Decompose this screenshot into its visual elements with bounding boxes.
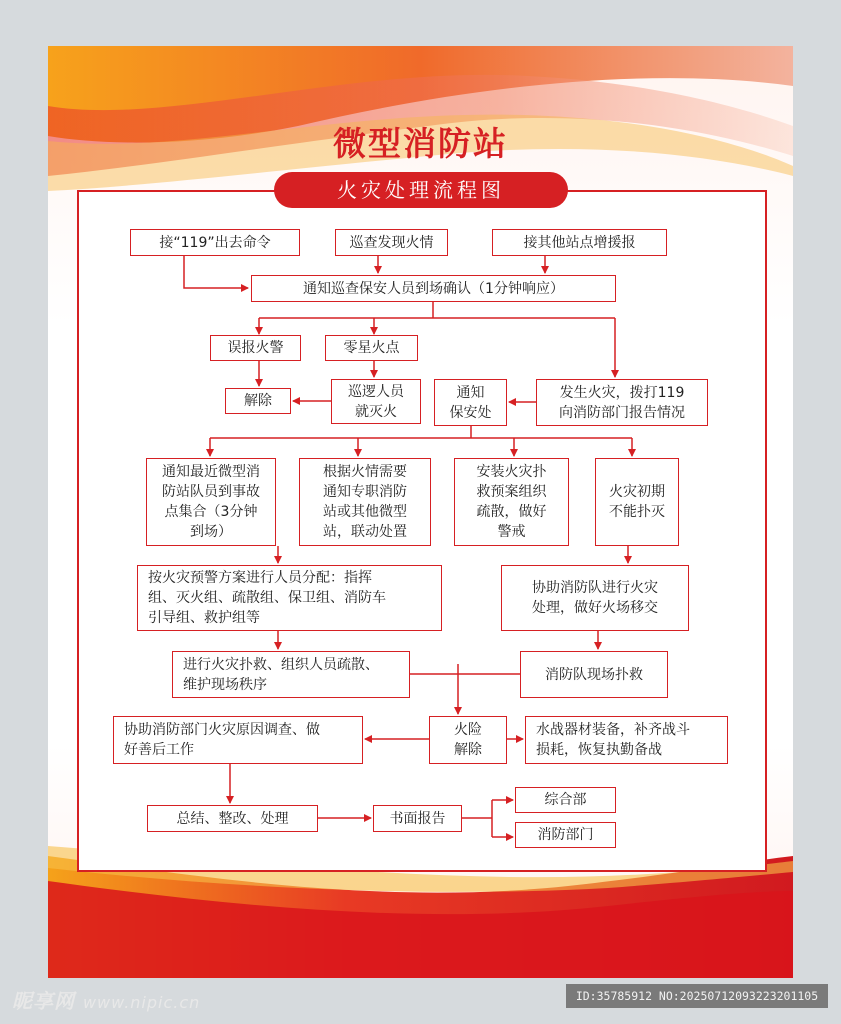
node-fire-call-119: 发生火灾，拨打119 向消防部门报告情况 [536, 379, 708, 426]
node-notify-patrol-confirm: 通知巡查保安人员到场确认（1分钟响应） [251, 275, 616, 302]
node-fire-dept: 消防部门 [515, 822, 616, 848]
node-danger-cleared: 火险 解除 [429, 716, 507, 764]
site-url: www.nipic.cn [82, 993, 201, 1012]
node-receive-119-order: 接“119”出去命令 [130, 229, 300, 256]
node-patrol-extinguish: 巡逻人员 就灭火 [331, 379, 421, 424]
image-id-label: ID:35785912 NO:20250712093223201105 [566, 984, 828, 1008]
site-watermark [12, 985, 200, 1014]
node-notify-micro-station: 通知最近微型消 防站队员到事故 点集合（3分钟 到场） [146, 458, 276, 546]
node-assist-investigation: 协助消防部门火灾原因调查、做 好善后工作 [113, 716, 363, 764]
node-notify-fulltime-station: 根据火情需要 通知专职消防 站或其他微型 站，联动处置 [299, 458, 431, 546]
node-fire-team-rescue: 消防队现场扑救 [520, 651, 668, 698]
node-notify-security: 通知 保安处 [434, 379, 507, 426]
poster-title: 微型消防站 [333, 124, 508, 163]
node-patrol-found-fire: 巡查发现火情 [335, 229, 448, 256]
connector [184, 256, 248, 288]
node-written-report: 书面报告 [373, 805, 462, 832]
node-assist-fire-team: 协助消防队进行火灾 处理，做好火场移交 [501, 565, 689, 631]
node-summary: 总结、整改、处理 [147, 805, 318, 832]
node-install-plan: 安装火灾扑 救预案组织 疏散，做好 警戒 [454, 458, 569, 546]
node-general-dept: 综合部 [515, 787, 616, 813]
subtitle-banner: 火灾处理流程图 [274, 172, 568, 208]
site-name: 昵享网 [12, 989, 75, 1013]
node-initial-fire-fail: 火灾初期 不能扑灭 [595, 458, 679, 546]
node-false-alarm: 误报火警 [210, 335, 301, 361]
node-fight-fire: 进行火灾扑救、组织人员疏散、 维护现场秩序 [172, 651, 410, 698]
node-other-station-request: 接其他站点增援报 [492, 229, 667, 256]
poster [48, 46, 793, 978]
node-assign-personnel: 按火灾预警方案进行人员分配：指挥 组、灭火组、疏散组、保卫组、消防车 引导组、救护组等 [137, 565, 442, 631]
node-dismiss: 解除 [225, 388, 291, 414]
node-equipment-restore: 水战器材装备，补齐战斗 损耗，恢复执勤备战 [525, 716, 728, 764]
node-sporadic-fire: 零星火点 [325, 335, 418, 361]
